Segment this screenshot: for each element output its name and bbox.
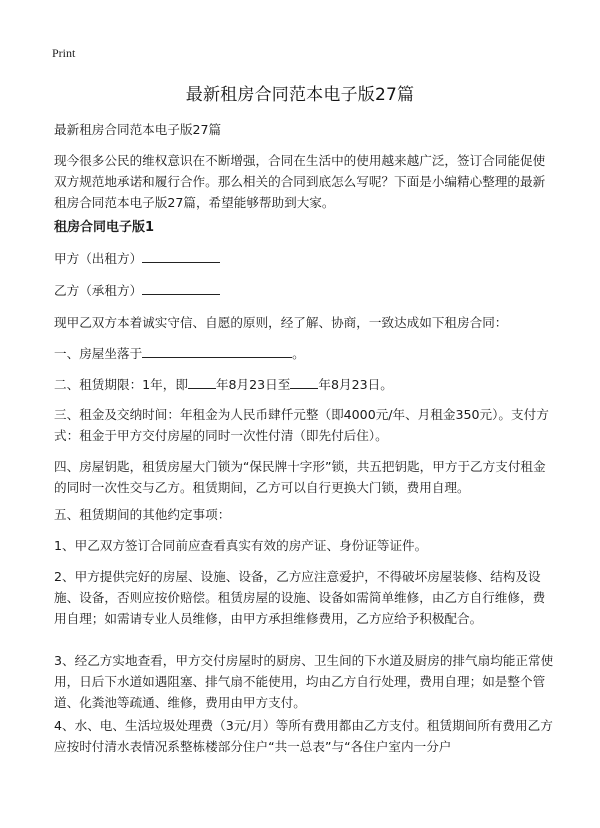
agreement-paragraph: 现甲乙双方本着诚实守信、自愿的原则，经了解、协商，一致达成如下租房合同：	[54, 315, 508, 330]
party-b-line	[54, 280, 554, 301]
item1-label: 一、房屋坐落于	[54, 346, 143, 361]
party-a-label: 甲方（出租方）	[54, 251, 143, 266]
item2-part-a: 二、租赁期限：1年，即	[54, 377, 188, 392]
item1-end: 。	[292, 346, 305, 361]
item2-part-c: 年8月23日。	[318, 377, 393, 392]
party-a-blank	[142, 249, 220, 263]
intro-paragraph: 现今很多公民的维权意识在不断增强，合同在生活中的使用越来越广泛，签订合同能促使双方规范地承诺和履行合作。那么相关的合同到底怎么写呢？下面是小编精心整理的最新租房合同范本电子版27篇，希望能够帮助到大家。	[54, 153, 546, 210]
clause3-paragraph: 3、经乙方实地查看，甲方交付房屋时的厨房、卫生间的下水道及厨房的排气扇均能正常使用，日后下水道如遇阻塞、排气扇不能使用，均由乙方自行处理，费用自理；如是整个管道、化粪池等疏通、维修，费用由甲方支付。	[54, 653, 554, 710]
party-b-label: 乙方（承租方）	[54, 283, 143, 298]
document-title: 最新租房合同范本电子版27篇	[185, 85, 415, 105]
document-subtitle: 最新租房合同范本电子版27篇	[54, 122, 222, 137]
item2-line	[54, 374, 554, 395]
start-year-blank	[188, 375, 216, 389]
clause4-paragraph: 4、水、电、生活垃圾处理费（3元/月）等所有费用都由乙方支付。租赁期间所有费用乙方应按时付清水表情况系整栋楼部分住户“共一总表”与“各住户室内一分户	[54, 718, 553, 754]
item5-heading: 五、租赁期间的其他约定事项：	[54, 507, 231, 522]
item3-paragraph: 三、租金及交纳时间：年租金为人民币肆仟元整（即4000元/年、月租金350元）。支付方式：租金于甲方交付房屋的同时一次性付清（即先付后住）。	[54, 407, 549, 443]
print-label: Print	[52, 46, 76, 60]
party-b-blank	[142, 281, 220, 295]
address-blank	[142, 344, 292, 358]
section-heading: 租房合同电子版1	[54, 220, 155, 235]
end-year-blank	[290, 375, 318, 389]
item1-line	[54, 343, 554, 364]
clause1-paragraph: 1、甲乙双方签订合同前应查看真实有效的房产证、身份证等证件。	[54, 538, 428, 553]
clause2-paragraph: 2、甲方提供完好的房屋、设施、设备，乙方应注意爱护，不得破坏房屋装修、结构及设施、设备，否则应按价赔偿。租赁房屋的设施、设备如需简单维修，由乙方自行维修，费用自理；如需请专业人员维修，由甲方承担维修费用，乙方应给予积极配合。	[54, 569, 546, 626]
party-a-line	[54, 248, 554, 269]
item2-part-b: 年8月23日至	[215, 377, 291, 392]
item4-paragraph: 四、房屋钥匙，租赁房屋大门锁为“保民牌十字形”锁，共五把钥匙，甲方于乙方支付租金的同时一次性交与乙方。租赁期间，乙方可以自行更换大门锁，费用自理。	[54, 459, 546, 495]
